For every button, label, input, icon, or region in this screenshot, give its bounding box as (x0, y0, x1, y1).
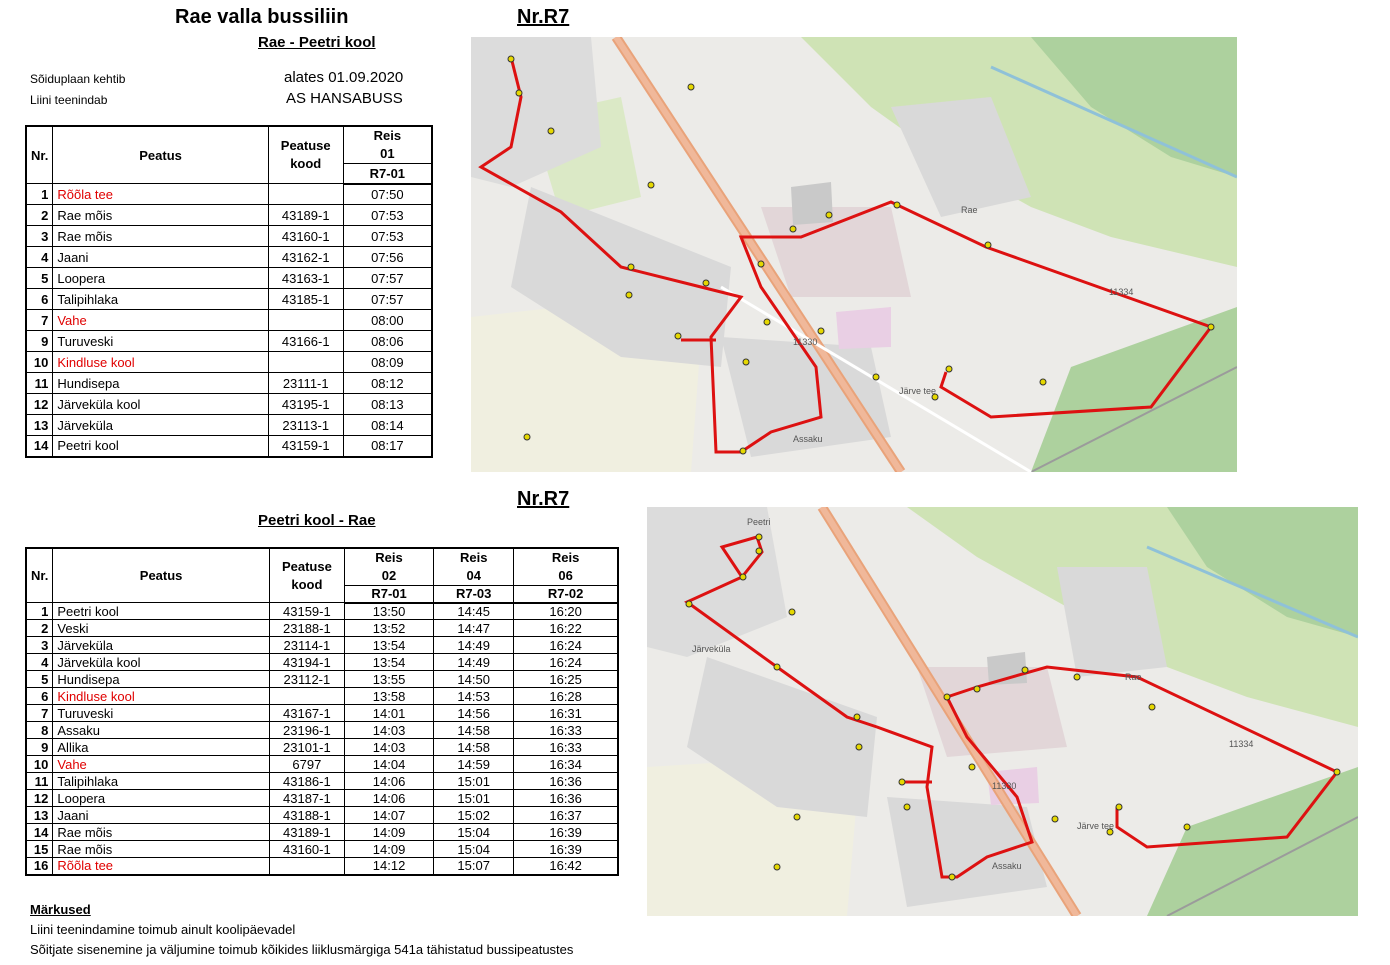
route-map-1 (471, 37, 1237, 472)
table-row (26, 654, 618, 671)
reis-number: 02 (381, 568, 397, 583)
stop-code: 43187-1 (269, 790, 344, 807)
table-row (26, 310, 432, 331)
table-row (26, 739, 618, 756)
stop-name: Kindluse kool (53, 688, 269, 705)
departure-time: 14:50 (434, 671, 514, 688)
departure-time: 16:36 (514, 790, 618, 807)
table-row (26, 688, 618, 705)
stop-name: Jaani (53, 247, 268, 268)
table-row (26, 705, 618, 722)
note-line: Sõitjate sisenemine ja väljumine toimub kõikides liiklusmärgiga 541a tähistatud bussipeatustes (30, 942, 574, 957)
reis-number: 01 (380, 146, 395, 161)
stop-number: 8 (26, 722, 53, 739)
departure-time: 16:24 (514, 637, 618, 654)
departure-time: 14:58 (434, 722, 514, 739)
departure-time: 14:53 (434, 688, 514, 705)
stop-name: Rõõla tee (53, 184, 268, 205)
stop-name: Rae mõis (53, 841, 269, 858)
departure-time: 13:55 (344, 671, 433, 688)
trip-code-header: R7-03 (434, 586, 514, 603)
stop-name: Hundisepa (53, 671, 269, 688)
stop-code (268, 352, 343, 373)
direction-title-2: Peetri kool - Rae (258, 512, 376, 529)
departure-time: 14:01 (344, 705, 433, 722)
map-label: Järve tee (1077, 821, 1115, 831)
stop-number: 10 (26, 756, 53, 773)
map-label: Järve tee (899, 386, 937, 396)
table-row (26, 373, 432, 394)
col-reis-header (344, 548, 433, 586)
departure-time: 14:49 (434, 637, 514, 654)
stop-code: 43188-1 (269, 807, 344, 824)
col-nr-header: Nr. (26, 548, 53, 603)
stop-number: 11 (26, 373, 53, 394)
departure-time: 16:22 (514, 620, 618, 637)
stop-name: Turuveski (53, 705, 269, 722)
stop-code (268, 310, 343, 331)
direction-title-1: Rae - Peetri kool (258, 34, 376, 51)
stop-number: 1 (26, 184, 53, 205)
table-row (26, 671, 618, 688)
trip-code-header: R7-02 (514, 586, 618, 603)
stop-name: Järveküla (53, 637, 269, 654)
table-row (26, 773, 618, 790)
map-label: Peetri (747, 517, 771, 527)
col-reis-header (514, 548, 618, 586)
stop-name: Loopera (53, 268, 268, 289)
stop-name: Rae mõis (53, 226, 268, 247)
map-label: Rae (1125, 672, 1142, 682)
map-label: Järveküla (692, 644, 731, 654)
departure-time: 15:07 (434, 858, 514, 875)
stop-code: 23196-1 (269, 722, 344, 739)
departure-time: 16:36 (514, 773, 618, 790)
stop-name: Hundisepa (53, 373, 268, 394)
stop-name: Vahe (53, 756, 269, 773)
map-label: Assaku (793, 434, 823, 444)
stop-name: Talipihlaka (53, 289, 268, 310)
timetable-rae-peetri (25, 125, 433, 458)
departure-time: 16:20 (514, 603, 618, 620)
map-label: 11330 (793, 337, 818, 347)
operator-label: Liini teenindab (30, 93, 108, 107)
map-label: 11334 (1229, 739, 1254, 749)
stop-number: 6 (26, 289, 53, 310)
departure-time: 16:42 (514, 858, 618, 875)
stop-number: 5 (26, 268, 53, 289)
reis-label: Reis (375, 550, 403, 565)
map-label: 11330 (992, 781, 1017, 791)
stop-code: 6797 (269, 756, 344, 773)
departure-time: 08:09 (343, 352, 432, 373)
reis-label: Reis (459, 550, 488, 565)
stop-number: 4 (26, 654, 53, 671)
stop-code: 23101-1 (269, 739, 344, 756)
valid-value: alates 01.09.2020 (284, 69, 404, 86)
reis-number: 04 (466, 568, 481, 583)
stop-code: 43189-1 (268, 205, 343, 226)
stop-number: 7 (26, 705, 53, 722)
departure-time: 08:00 (343, 310, 432, 331)
map-label: Assaku (992, 861, 1022, 871)
route-map-2 (647, 507, 1358, 916)
notes-title: Märkused (30, 902, 91, 917)
stop-number: 3 (26, 637, 53, 654)
table-row (26, 620, 618, 637)
trip-code-header: R7-01 (344, 586, 433, 603)
departure-time: 13:54 (344, 654, 433, 671)
departure-time: 15:01 (434, 773, 514, 790)
departure-time: 07:50 (343, 184, 432, 205)
stop-name: Jaani (53, 807, 269, 824)
departure-time: 14:03 (344, 722, 433, 739)
stop-number: 12 (26, 394, 53, 415)
departure-time: 14:07 (344, 807, 433, 824)
stop-code: 23188-1 (269, 620, 344, 637)
stop-number: 16 (26, 858, 53, 875)
departure-time: 14:03 (344, 739, 433, 756)
map-2-svg (647, 507, 1358, 916)
stop-number: 14 (26, 436, 53, 457)
page-title: Rae valla bussiliin (175, 6, 349, 28)
departure-time: 14:09 (344, 824, 433, 841)
stop-name: Kindluse kool (53, 352, 268, 373)
operator-value: AS HANSABUSS (286, 90, 403, 107)
stop-code (269, 688, 344, 705)
table-row (26, 858, 618, 875)
departure-time: 14:47 (434, 620, 514, 637)
departure-time: 14:45 (434, 603, 514, 620)
departure-time: 14:56 (434, 705, 514, 722)
departure-time: 16:39 (514, 824, 618, 841)
stop-code: 43194-1 (269, 654, 344, 671)
departure-time: 16:34 (514, 756, 618, 773)
stop-number: 3 (26, 226, 53, 247)
departure-time: 15:04 (434, 841, 514, 858)
table-row (26, 603, 618, 620)
table-row (26, 352, 432, 373)
departure-time: 07:56 (343, 247, 432, 268)
table-row (26, 790, 618, 807)
table-row (26, 331, 432, 352)
stop-name: Veski (53, 620, 269, 637)
stop-number: 9 (26, 739, 53, 756)
stop-number: 14 (26, 824, 53, 841)
departure-time: 13:52 (344, 620, 433, 637)
table-row (26, 824, 618, 841)
departure-time: 16:33 (514, 722, 618, 739)
stop-number: 1 (26, 603, 53, 620)
stop-number: 9 (26, 331, 53, 352)
departure-time: 14:59 (434, 756, 514, 773)
stop-code: 43160-1 (269, 841, 344, 858)
departure-time: 07:53 (343, 205, 432, 226)
departure-time: 14:58 (434, 739, 514, 756)
stop-number: 13 (26, 807, 53, 824)
stop-code: 43167-1 (269, 705, 344, 722)
valid-label: Sõiduplaan kehtib (30, 72, 126, 86)
departure-time: 15:01 (434, 790, 514, 807)
notes-section (30, 900, 573, 960)
departure-time: 15:02 (434, 807, 514, 824)
stop-code: 43163-1 (268, 268, 343, 289)
stop-name: Peetri kool (53, 603, 269, 620)
table-row (26, 394, 432, 415)
col-stop-header: Peatus (53, 126, 268, 184)
departure-time: 14:49 (434, 654, 514, 671)
col-stop-header: Peatus (53, 548, 269, 603)
col-code-header: Peatuse kood (268, 126, 343, 184)
table-row (26, 436, 432, 457)
table-row (26, 756, 618, 773)
stop-code: 23111-1 (268, 373, 343, 394)
stop-name: Peetri kool (53, 436, 268, 457)
timetable-peetri-rae (25, 547, 619, 876)
stop-number: 7 (26, 310, 53, 331)
departure-time: 16:24 (514, 654, 618, 671)
stop-code (268, 184, 343, 205)
stop-name: Järveküla (53, 415, 268, 436)
stop-name: Rae mõis (53, 824, 269, 841)
table-row (26, 289, 432, 310)
stop-code: 43166-1 (268, 331, 343, 352)
stop-number: 11 (26, 773, 53, 790)
stop-name: Loopera (53, 790, 269, 807)
col-nr-header: Nr. (26, 126, 53, 184)
stop-name: Järveküla kool (53, 394, 268, 415)
stop-code: 43159-1 (268, 436, 343, 457)
stop-code: 43189-1 (269, 824, 344, 841)
reis-label: Reis (373, 128, 402, 143)
table-row (26, 205, 432, 226)
stop-code: 43186-1 (269, 773, 344, 790)
stop-name: Allika (53, 739, 269, 756)
stop-code: 43160-1 (268, 226, 343, 247)
departure-time: 07:57 (343, 268, 432, 289)
stop-number: 5 (26, 671, 53, 688)
stop-code (269, 858, 344, 875)
map-1-svg (471, 37, 1237, 472)
departure-time: 14:09 (344, 841, 433, 858)
stop-name: Rae mõis (53, 205, 268, 226)
departure-time: 16:25 (514, 671, 618, 688)
col-reis-header (343, 126, 432, 164)
departure-time: 08:14 (343, 415, 432, 436)
table-row (26, 637, 618, 654)
table-row (26, 415, 432, 436)
stop-number: 12 (26, 790, 53, 807)
reis-label: Reis (551, 550, 580, 565)
stop-code: 23113-1 (268, 415, 343, 436)
departure-time: 14:06 (344, 773, 433, 790)
departure-time: 13:58 (344, 688, 433, 705)
departure-time: 08:06 (343, 331, 432, 352)
stop-name: Turuveski (53, 331, 268, 352)
stop-name: Talipihlaka (53, 773, 269, 790)
stop-number: 4 (26, 247, 53, 268)
map-label: 11334 (1109, 287, 1134, 297)
stop-number: 13 (26, 415, 53, 436)
note-line: Liini teenindamine toimub ainult koolipäevadel (30, 922, 296, 937)
table-row (26, 841, 618, 858)
stop-code: 23114-1 (269, 637, 344, 654)
table-row (26, 247, 432, 268)
stop-number: 6 (26, 688, 53, 705)
stop-number: 2 (26, 205, 53, 226)
stop-name: Rõõla tee (53, 858, 269, 875)
departure-time: 16:39 (514, 841, 618, 858)
departure-time: 08:13 (343, 394, 432, 415)
table-row (26, 184, 432, 205)
stop-code: 43185-1 (268, 289, 343, 310)
departure-time: 07:53 (343, 226, 432, 247)
stop-code: 43162-1 (268, 247, 343, 268)
departure-time: 13:50 (344, 603, 433, 620)
route-number-2: Nr.R7 (517, 488, 570, 510)
stop-name: Järveküla kool (53, 654, 269, 671)
stop-number: 10 (26, 352, 53, 373)
departure-time: 14:12 (344, 858, 433, 875)
departure-time: 08:17 (343, 436, 432, 457)
stop-number: 2 (26, 620, 53, 637)
departure-time: 16:33 (514, 739, 618, 756)
map-label: Rae (961, 205, 978, 215)
departure-time: 07:57 (343, 289, 432, 310)
table-row (26, 226, 432, 247)
stop-name: Assaku (53, 722, 269, 739)
reis-number: 06 (558, 568, 573, 583)
trip-code-header: R7-01 (343, 164, 432, 184)
departure-time: 15:04 (434, 824, 514, 841)
route-number-1: Nr.R7 (517, 6, 570, 28)
departure-time: 14:04 (344, 756, 433, 773)
col-code-header: Peatuse kood (269, 548, 344, 603)
stop-name: Vahe (53, 310, 268, 331)
col-reis-header (434, 548, 514, 586)
departure-time: 16:37 (514, 807, 618, 824)
departure-time: 14:06 (344, 790, 433, 807)
table-row (26, 268, 432, 289)
departure-time: 16:28 (514, 688, 618, 705)
stop-code: 43195-1 (268, 394, 343, 415)
stop-code: 43159-1 (269, 603, 344, 620)
stop-code: 23112-1 (269, 671, 344, 688)
table-row (26, 807, 618, 824)
table-row (26, 722, 618, 739)
stop-number: 15 (26, 841, 53, 858)
departure-time: 13:54 (344, 637, 433, 654)
departure-time: 08:12 (343, 373, 432, 394)
departure-time: 16:31 (514, 705, 618, 722)
